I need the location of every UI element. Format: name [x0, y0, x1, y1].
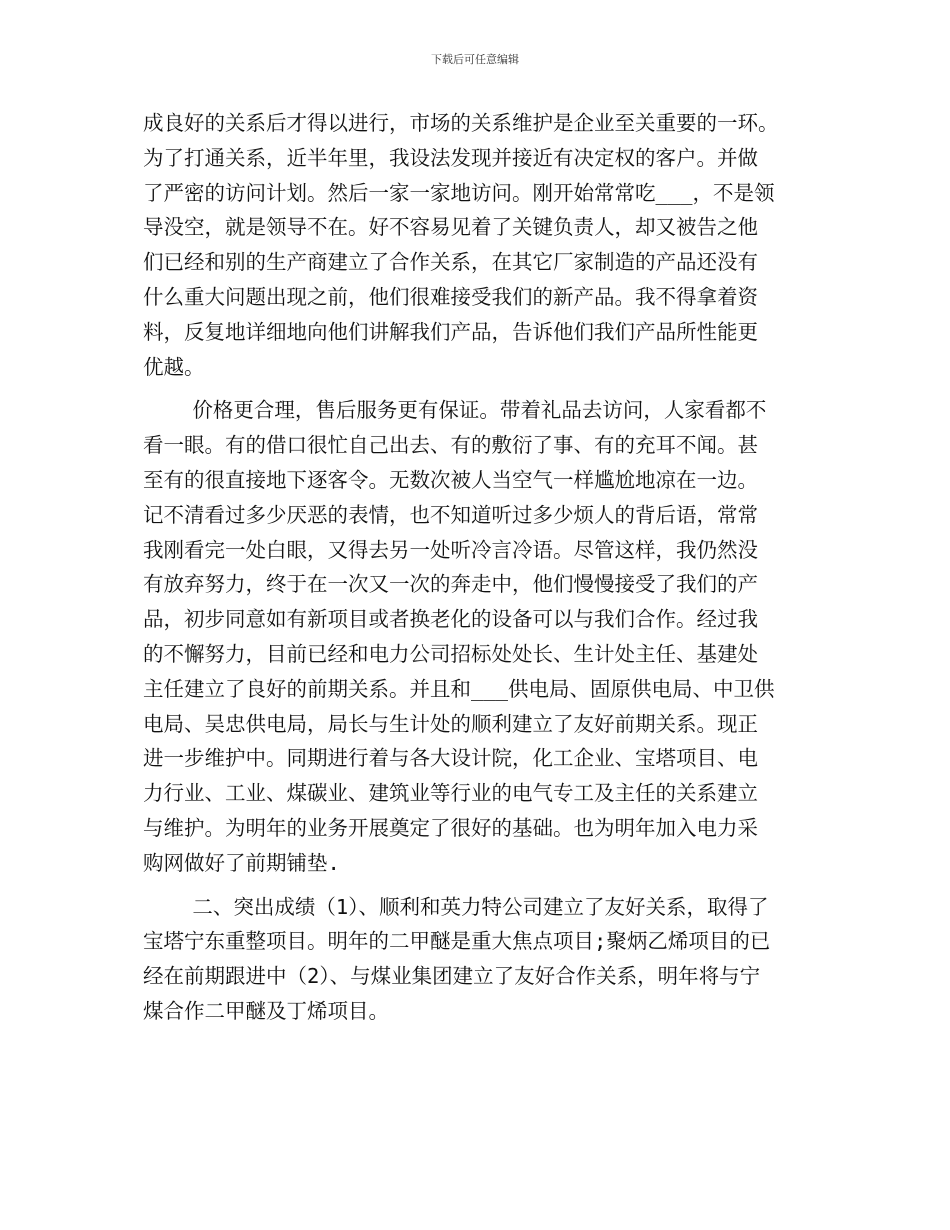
text-line: 进一步维护中。同期进行着与各大设计院，化工企业、宝塔项目、电	[143, 746, 758, 771]
text-line: 我刚看完一处白眼，又得去另一处听冷言冷语。尽管这样，我仍然没	[143, 537, 758, 562]
text-line: 们已经和别的生产商建立了合作关系，在其它厂家制造的产品还没有	[143, 250, 758, 275]
paragraph-3	[143, 890, 813, 1029]
text-line: 与维护。为明年的业务开展奠定了很好的基础。也为明年加入电力采	[143, 815, 758, 840]
text-line: 价格更合理，售后服务更有保证。带着礼品去访问，人家看都不	[143, 398, 767, 423]
text-line: 至有的很直接地下逐客令。无数次被人当空气一样尴尬地凉在一边。	[143, 467, 758, 492]
text-line: 导没空，就是领导不在。好不容易见着了关键负责人，却又被告之他	[143, 215, 758, 240]
text-line: 经在前期跟进中（2）、与煤业集团建立了友好合作关系，明年将与宁	[143, 964, 761, 989]
page-header-note: 下载后可任意编辑	[431, 53, 519, 66]
text-line: 有放弃努力，终于在一次又一次的奔走中，他们慢慢接受了我们的产	[143, 572, 758, 597]
text-line: 力行业、工业、煤碳业、建筑业等行业的电气专工及主任的关系建立	[143, 781, 758, 806]
paragraph-2	[143, 393, 813, 880]
text-line: 什么重大问题出现之前，他们很难接受我们的新产品。我不得拿着资	[143, 284, 758, 309]
paragraph-1	[143, 106, 813, 384]
text-line: 的不懈努力，目前已经和电力公司招标处处长、生计处主任、基建处	[143, 641, 758, 666]
text-line: 购网做好了前期铺垫.	[143, 850, 340, 875]
text-line: 看一眼。有的借口很忙自己出去、有的敷衍了事、有的充耳不闻。甚	[143, 433, 758, 458]
text-line: 记不清看过多少厌恶的表情，也不知道听过多少烦人的背后语，常常	[143, 502, 758, 527]
text-line: 主任建立了良好的前期关系。并且和___供电局、固原供电局、中卫供	[143, 676, 775, 701]
text-line: 料，反复地详细地向他们讲解我们产品，告诉他们我们产品所性能更	[143, 319, 758, 344]
document-body	[143, 106, 813, 1029]
text-line: 优越。	[143, 354, 205, 379]
text-line: 宝塔宁东重整项目。明年的二甲醚是重大焦点项目;聚炳乙烯项目的已	[143, 929, 771, 954]
text-line: 二、突出成绩（1）、顺利和英力特公司建立了友好关系，取得了	[143, 894, 769, 919]
text-line: 成良好的关系后才得以进行，市场的关系维护是企业至关重要的一环。	[143, 111, 779, 135]
text-line: 为了打通关系，近半年里，我设法发现并接近有决定权的客户。并做	[143, 145, 758, 170]
text-line: 电局、吴忠供电局，局长与生计处的顺利建立了友好前期关系。现正	[143, 711, 758, 736]
text-line: 煤合作二甲醚及丁烯项目。	[143, 998, 389, 1023]
text-line: 品，初步同意如有新项目或者换老化的设备可以与我们合作。经过我	[143, 607, 758, 632]
text-line: 了严密的访问计划。然后一家一家地访问。刚开始常常吃___，不是领	[143, 180, 775, 205]
